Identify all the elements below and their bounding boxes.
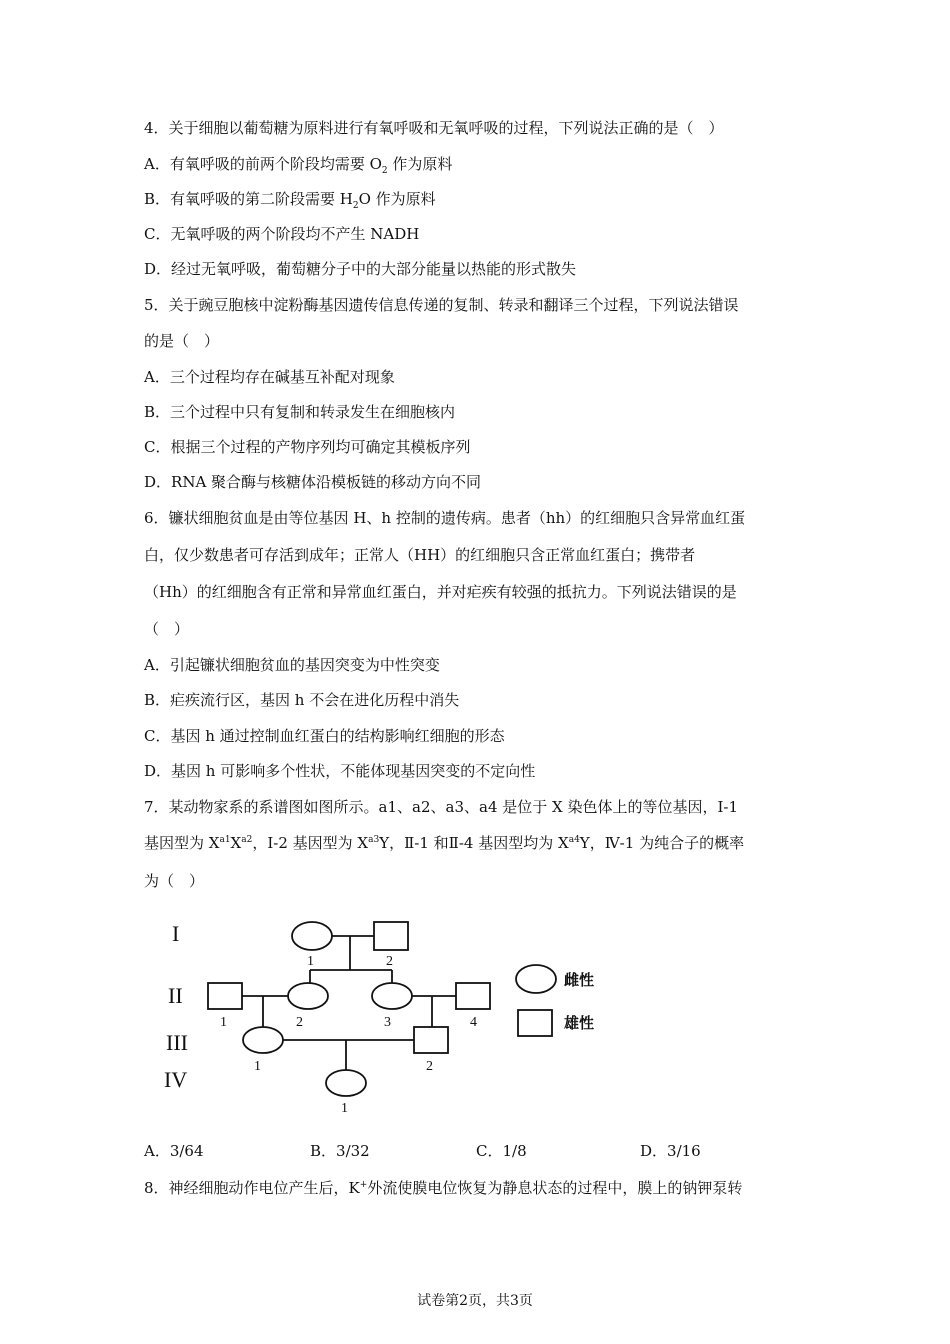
q4-stem: 4．关于细胞以葡萄糖为原料进行有氧呼吸和无氧呼吸的过程，下列说法正确的是（ ） xyxy=(144,119,724,137)
q5-option-b: B．三个过程中只有复制和转录发生在细胞核内 xyxy=(144,403,456,421)
gen-label-4: IV xyxy=(164,1067,188,1092)
q5-option-d: D．RNA 聚合酶与核糖体沿模板链的移动方向不同 xyxy=(144,473,482,491)
gen2-male-1 xyxy=(208,983,242,1009)
q8-stem-line1: 8．神经细胞动作电位产生后，K+外流使膜电位恢复为静息状态的过程中，膜上的钠钾泵转 xyxy=(144,1179,743,1197)
q6-stem-line1: 6．镰状细胞贫血是由等位基因 H、h 控制的遗传病。患者（hh）的红细胞只含异常血红蛋 xyxy=(144,509,746,527)
gen1-number-1: 1 xyxy=(307,954,314,969)
q6-option-a: A．引起镰状细胞贫血的基因突变为中性突变 xyxy=(144,656,440,674)
gen2-number-1: 1 xyxy=(220,1015,227,1030)
gen1-number-2: 2 xyxy=(386,954,393,969)
q5-stem-line2: 的是（ ） xyxy=(144,332,220,350)
q5-option-a: A．三个过程均存在碱基互补配对现象 xyxy=(144,368,395,386)
q7-stem-line3: 为（ ） xyxy=(144,872,205,890)
q7-option-b: B．3/32 xyxy=(310,1142,370,1160)
gen2-male-4 xyxy=(456,983,490,1009)
gen2-number-2: 2 xyxy=(296,1015,303,1030)
gen-label-3: III xyxy=(166,1030,188,1055)
q6-option-b: B．疟疾流行区，基因 h 不会在进化历程中消失 xyxy=(144,691,460,709)
legend-male-label: 雄性 xyxy=(564,1014,595,1032)
q4-option-b: B．有氧呼吸的第二阶段需要 $H_2O$ 作为原料 xyxy=(144,190,436,211)
legend-female-symbol xyxy=(516,965,556,993)
gen2-number-4: 4 xyxy=(470,1015,477,1030)
gen1-female-1 xyxy=(292,922,332,950)
q6-option-d: D．基因 h 可影响多个性状，不能体现基因突变的不定向性 xyxy=(144,762,536,780)
gen-label-2: II xyxy=(168,983,183,1008)
gen2-female-3 xyxy=(372,983,412,1009)
q5-option-c: C．根据三个过程的产物序列均可确定其模板序列 xyxy=(144,438,471,456)
gen3-number-2: 2 xyxy=(426,1059,433,1074)
gen3-number-1: 1 xyxy=(254,1059,261,1074)
q4-option-a: A．有氧呼吸的前两个阶段均需要 $O_2$ 作为原料 xyxy=(144,155,453,176)
legend-female-label: 雌性 xyxy=(564,971,595,989)
pedigree-diagram xyxy=(150,905,630,1120)
gen3-male-2 xyxy=(414,1027,448,1053)
q6-option-c: C．基因 h 通过控制血红蛋白的结构影响红细胞的形态 xyxy=(144,727,505,745)
q4-option-d: D．经过无氧呼吸，葡萄糖分子中的大部分能量以热能的形式散失 xyxy=(144,260,577,278)
gen-label-1: I xyxy=(172,921,180,946)
q7-stem-line1: 7．某动物家系的系谱图如图所示。a1、a2、a3、a4 是位于 X 染色体上的等位基因，Ⅰ-1 xyxy=(144,798,739,816)
gen2-female-2 xyxy=(288,983,328,1009)
gen1-male-2 xyxy=(374,922,408,950)
q6-stem-line3: （Hh）的红细胞含有正常和异常血红蛋白，并对疟疾有较强的抵抗力。下列说法错误的是 xyxy=(144,583,737,601)
q7-option-a: A．3/64 xyxy=(144,1142,204,1160)
q6-stem-line2: 白，仅少数患者可存活到成年；正常人（HH）的红细胞只含正常血红蛋白；携带者 xyxy=(144,546,696,564)
q6-stem-line4: （ ） xyxy=(144,620,190,638)
q7-stem-line2: 基因型为 $X^{a1}X^{a2}$，Ⅰ-2 基因型为 $X^{a3}Y$，Ⅱ-1 和Ⅱ-4 基因型均为 $X^{a4}Y$，Ⅳ-1 为纯合子的概率 xyxy=(144,834,745,852)
q7-option-c: C．1/8 xyxy=(476,1142,527,1160)
gen4-number-1: 1 xyxy=(341,1101,348,1116)
legend-male-symbol xyxy=(518,1010,552,1036)
gen2-number-3: 3 xyxy=(384,1015,391,1030)
gen4-female-1 xyxy=(326,1070,366,1096)
q4-option-c: C．无氧呼吸的两个阶段均不产生 NADH xyxy=(144,225,420,243)
q7-option-d: D．3/16 xyxy=(640,1142,701,1160)
page-footer: 试卷第2页，共3页 xyxy=(417,1293,533,1309)
gen3-female-1 xyxy=(243,1027,283,1053)
q5-stem-line1: 5．关于豌豆胞核中淀粉酶基因遗传信息传递的复制、转录和翻译三个过程，下列说法错误 xyxy=(144,296,739,314)
